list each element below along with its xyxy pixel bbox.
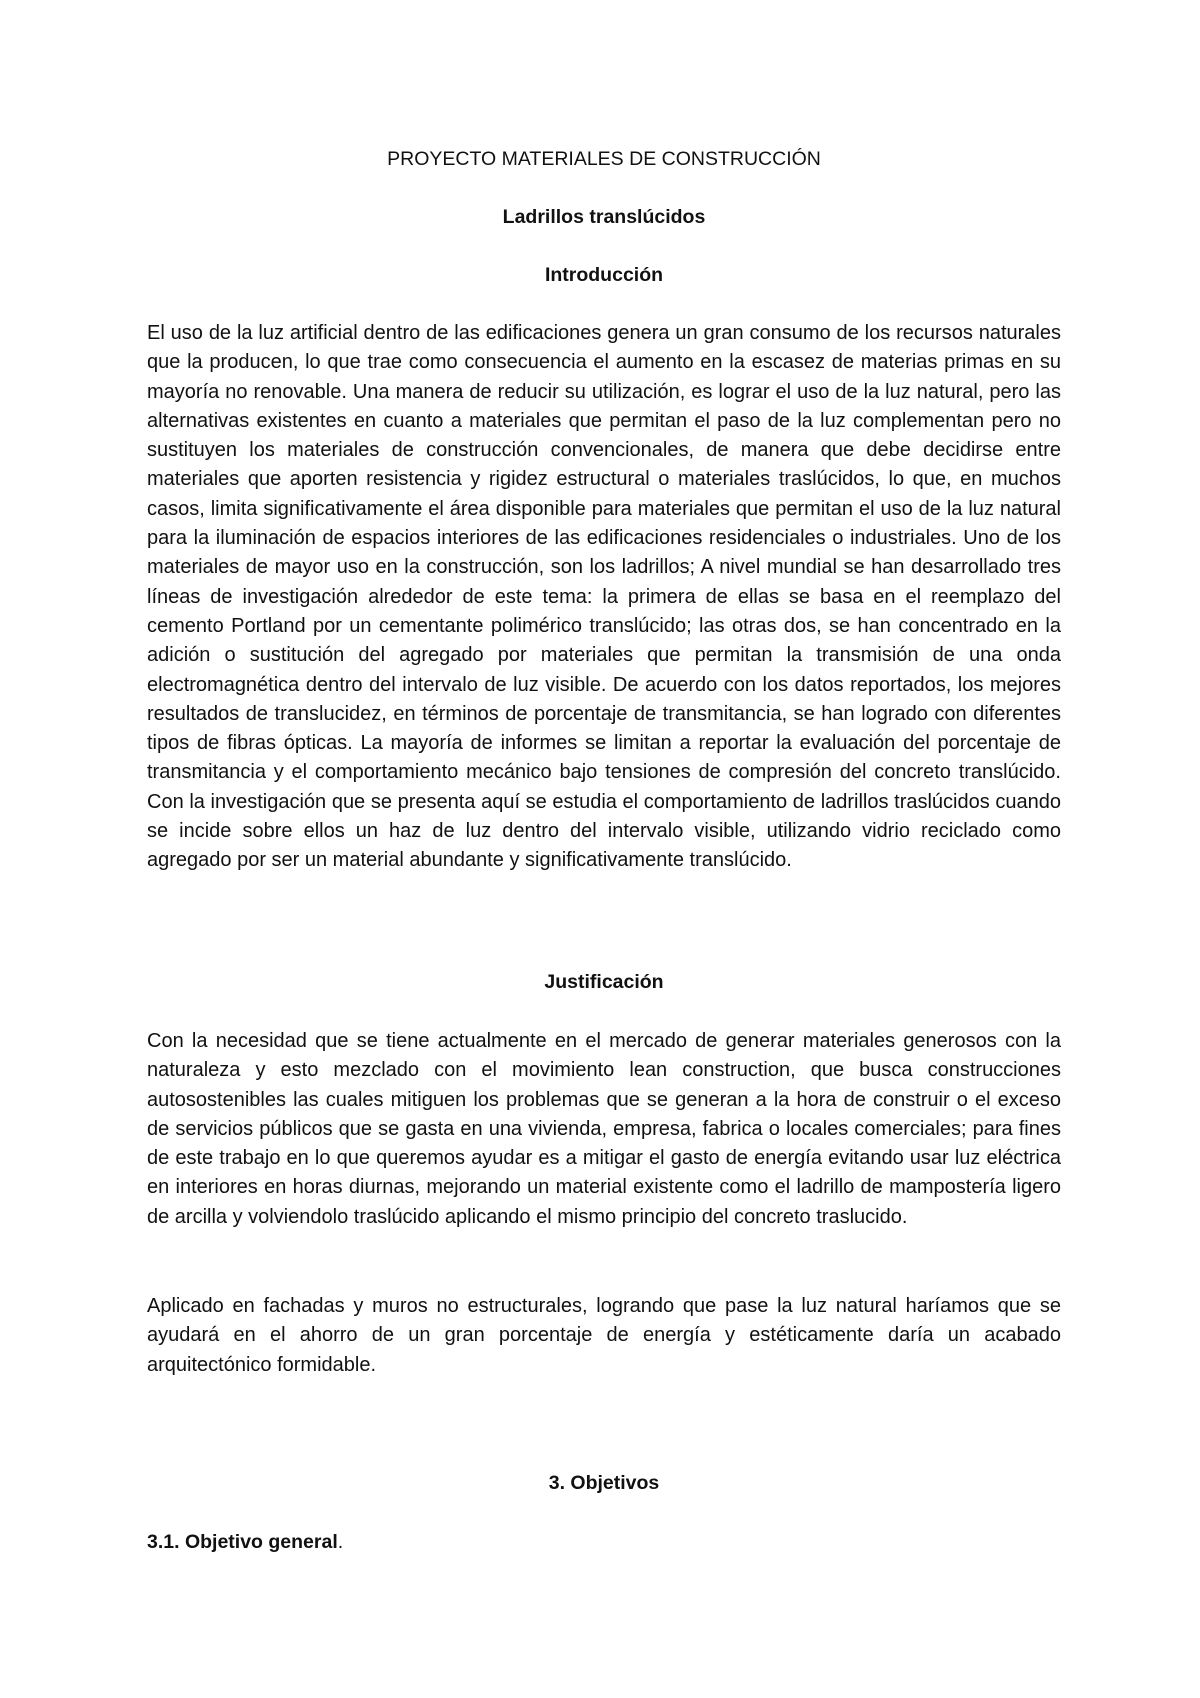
- document-title: PROYECTO MATERIALES DE CONSTRUCCIÓN: [387, 148, 821, 170]
- section-heading-justificacion: Justificación: [544, 971, 664, 993]
- section-heading-objetivos: 3. Objetivos: [548, 1472, 660, 1494]
- introduccion-paragraph: El uso de la luz artificial dentro de las edificaciones genera un gran consumo de los recursos naturales que la producen, lo que trae como consecuencia el aumento en la escasez de materias primas en su mayoría no renovable. Una manera de reducir su utilización, es lograr el uso de la luz natural, pero las alternativas existentes en cuanto a materiales que permitan el paso de la luz complementan pero no sustituyen los materiales de construcción convencionales, de manera que debe decidirse entre materiales que aporten resistencia y rigidez estructural o materiales traslúcidos, lo que, en muchos casos, limita significativamente el área disponible para materiales que permitan el uso de la luz natural para la iluminación de espacios interiores de las edificaciones residenciales o industriales. Uno de los materiales de mayor uso en la construcción, son los ladrillos; A nivel mundial se han desarrollado tres líneas de investigación alrededor de este tema: la primera de ellas se basa en el reemplazo del cemento Portland por un cementante polimérico translúcido; las otras dos, se han concentrado en la adición o sustitución del agregado por materiales que permitan la transmisión de una onda electromagnética dentro del intervalo de luz visible. De acuerdo con los datos reportados, los mejores resultados de translucidez, en términos de porcentaje de transmitancia, se han logrado con diferentes tipos de fibras ópticas. La mayoría de informes se limitan a reportar la evaluación del porcentaje de transmitancia y el comportamiento mecánico bajo tensiones de compresión del concreto translúcido. Con la investigación que se presenta aquí se estudia el comportamiento de ladrillos traslúcidos cuando se incide sobre ellos un haz de luz dentro del intervalo visible, utilizando vidrio reciclado como agregado por ser un material abundante y significativamente translúcido.: [147, 322, 1061, 872]
- objetivo-general-label: 3.1. Objetivo general: [147, 1531, 338, 1553]
- objetivo-general-period: .: [337, 1531, 344, 1553]
- document-subtitle: Ladrillos translúcidos: [502, 206, 706, 228]
- justificacion-paragraph-2: Aplicado en fachadas y muros no estructurales, logrando que pase la luz natural haríamos que se ayudará en el ahorro de un gran porcentaje de energía y estéticamente daría un acabado arquitectónico formidable.: [147, 1295, 1061, 1376]
- justificacion-paragraph-1: Con la necesidad que se tiene actualmente en el mercado de generar materiales generosos con la naturaleza y esto mezclado con el movimiento lean construction, que busca construcciones autosostenibles las cuales mitiguen los problemas que se generan a la hora de construir o el exceso de servicios públicos que se gasta en una vivienda, empresa, fabrica o locales comerciales; para fines de este trabajo en lo que queremos ayudar es a mitigar el gasto de energía evitando usar luz eléctrica en interiores en horas diurnas, mejorando un material existente como el ladrillo de mampostería ligero de arcilla y volviendolo traslúcido aplicando el mismo principio del concreto traslucido.: [147, 1030, 1061, 1228]
- section-heading-introduccion: Introducción: [544, 264, 664, 286]
- sub-heading-objetivo-general: [147, 1529, 343, 1555]
